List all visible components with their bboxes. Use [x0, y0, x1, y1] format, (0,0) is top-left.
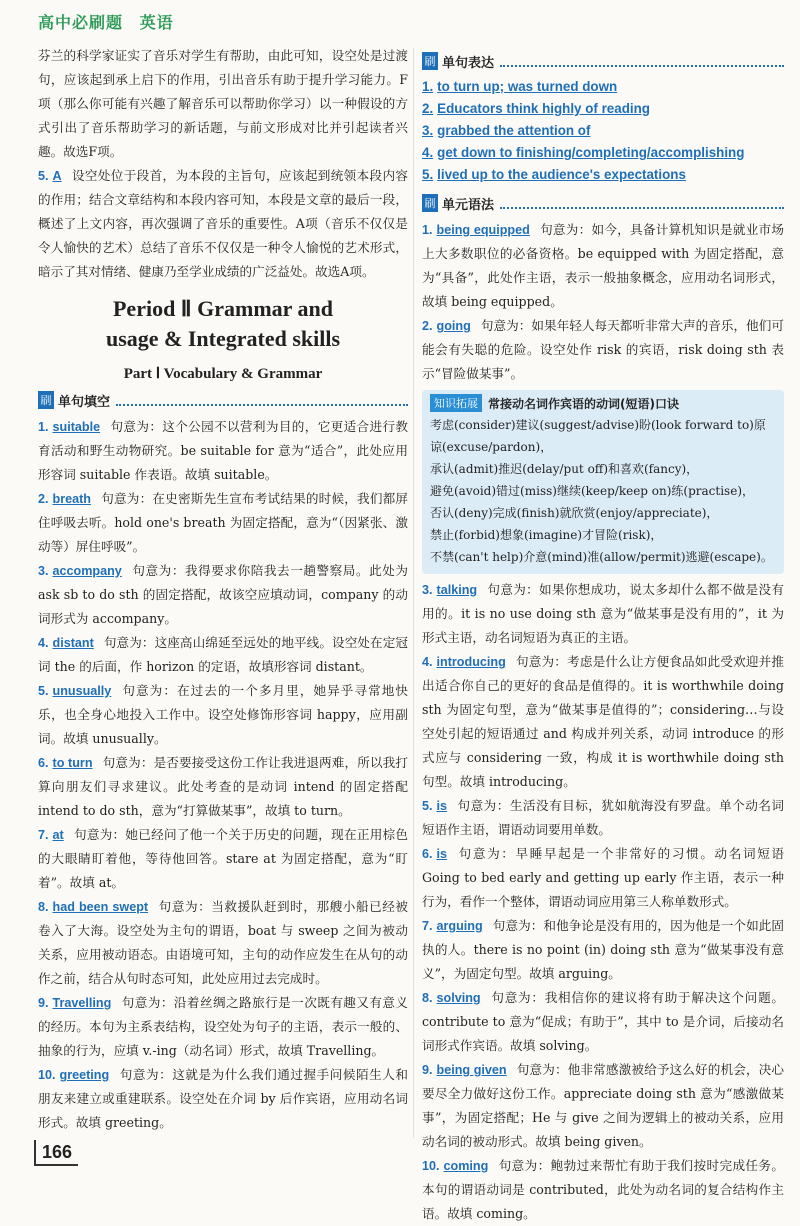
item-number: 1. — [38, 420, 49, 434]
expression-item — [422, 142, 784, 164]
item-number: 6. — [422, 847, 433, 861]
item-explanation: 句意为：我得要求你陪我去一趟警察局。此处为 ask sb to do sth 的固定搭配，故该空应填动词，company 的动词形式为 accompany。 — [38, 563, 408, 626]
item-answer: distant — [52, 636, 94, 650]
expression-item — [422, 98, 784, 120]
item-answer: is — [436, 799, 448, 813]
item-answer: breath — [52, 492, 92, 506]
answer-item — [38, 631, 408, 679]
item-answer: talking — [436, 583, 478, 597]
answer-item — [38, 559, 408, 631]
dotted-rule — [116, 394, 408, 406]
answer-item — [422, 986, 784, 1058]
item-explanation: 句意为：这座高山绵延至远处的地平线。设空处在定冠词 the 的后面，作 horizon 的定语，故填形容词 distant。 — [38, 635, 408, 674]
item-number: 9. — [38, 996, 49, 1010]
item-answer: at — [52, 828, 64, 842]
expression-list — [422, 76, 784, 186]
answer-item — [38, 164, 408, 284]
tip-box — [422, 390, 784, 574]
intro-paragraph: 芬兰的科学家证实了音乐对学生有帮助，由此可知，设空处是过渡句，应该起到承上启下的作用，引出音乐有助于提升学习能力。F项（那么你可能有兴趣了解音乐可以帮助你学习）以一种假设的方式引出了音乐帮助学习的新话题，与前文形成对比并引起读者兴趣。故选F项。 — [38, 48, 408, 159]
item-number: 8. — [422, 991, 433, 1005]
item-number: 10. — [422, 1159, 440, 1173]
page-number: 166 — [34, 1140, 78, 1166]
page-header — [30, 4, 770, 44]
answer-item — [422, 578, 784, 650]
fill-blank-list — [38, 415, 408, 1135]
section-title: 单元语法 — [442, 197, 495, 213]
section-badge-icon: 刷 — [38, 391, 54, 409]
tip-line: 不禁(can't help)介意(mind)准(allow/permit)逃避(escape)。 — [430, 550, 773, 564]
answer-item — [38, 823, 408, 895]
tip-line: 禁止(forbid)想象(imagine)才冒险(risk)， — [430, 528, 663, 542]
item-answer: being given — [436, 1063, 507, 1077]
section-header — [422, 192, 784, 214]
tip-tag: 知识拓展 — [430, 394, 482, 412]
section-title: 单句填空 — [58, 394, 111, 410]
subject-title: 英语 — [139, 13, 174, 32]
item-explanation: 句意为：当救援队赶到时，那艘小船已经被卷入了大海。设空处为主句的谓语，boat 与 sweep 之间为被动关系，应用被动语态。由语境可知，主句的动作应发生在从句的动作之前，结合从句时态可知，此处应用过去完成时。 — [38, 899, 408, 986]
expression-text: Educators think highly of reading — [437, 101, 650, 116]
item-explanation: 句意为：如果年轻人每天都听非常大声的音乐，他们可能会有失聪的危险。设空处作 risk 的宾语，risk doing sth 表示“冒险做某事”。 — [422, 318, 784, 381]
answer-item — [38, 487, 408, 559]
tip-title: 常接动名词作宾语的动词(短语)口诀 — [488, 396, 679, 411]
period-title — [38, 294, 408, 354]
item-explanation: 句意为：这就是为什么我们通过握手问候陌生人和朋友来建立或重建联系。设空处在介词 by 后作宾语，应用动名词形式。故填 greeting。 — [38, 1067, 408, 1130]
item-number: 7. — [38, 828, 49, 842]
dotted-rule — [500, 55, 784, 67]
answer-item — [38, 895, 408, 991]
column-divider — [413, 48, 414, 1138]
item-answer: unusually — [52, 684, 112, 698]
item-answer: accompany — [52, 564, 122, 578]
part-title: Part Ⅰ Vocabulary & Grammar — [123, 366, 323, 382]
tip-header — [430, 394, 776, 412]
answer-item — [422, 314, 784, 386]
item-answer: arguing — [436, 919, 483, 933]
item-answer: to turn — [52, 756, 93, 770]
item-answer: is — [436, 847, 448, 861]
period-title-line-1: Period Ⅱ Grammar and — [112, 296, 333, 321]
period-title-line-2: usage & Integrated skills — [105, 326, 341, 351]
item-explanation: 句意为：在史密斯先生宣布考试结果的时候，我们都屏住呼吸去听。hold one's breath 为固定搭配，意为“（因紧张、激动等）屏住呼吸”。 — [38, 491, 408, 554]
item-answer: greeting — [59, 1068, 110, 1082]
grammar-list — [422, 218, 784, 386]
item-number: 7. — [422, 919, 433, 933]
item-explanation: 设空处位于段首，为本段的主旨句，应该起到统领本段内容的作用；结合文章结构和本段内容可知，本段是文章的最后一段，概述了上文内容，再次强调了音乐的重要性。A项（音乐不仅仅是令人愉快的艺术）总结了音乐不仅仅是一种令人愉悦的艺术形式，暗示了其对情绪、健康乃至学业成绩的广泛益处。故选A项。 — [38, 168, 408, 279]
section-badge-icon: 刷 — [422, 194, 438, 212]
item-number: 8. — [38, 900, 49, 914]
item-number: 4. — [38, 636, 49, 650]
expression-number: 3. — [422, 123, 434, 138]
item-explanation: 句意为：她已经问了他一个关于历史的问题，现在正用棕色的大眼睛盯着他，等待他回答。stare at 为固定搭配，意为“盯着”。故填 at。 — [38, 827, 408, 890]
answer-item — [422, 1154, 784, 1226]
item-explanation: 句意为：鲍勃过来帮忙有助于我们按时完成任务。本句的谓语动词是 contributed，此处为动名词的复合结构作主语。故填 coming。 — [422, 1158, 784, 1221]
item-number: 9. — [422, 1063, 433, 1077]
answer-item — [38, 415, 408, 487]
section-badge-icon: 刷 — [422, 52, 438, 70]
expression-number: 4. — [422, 145, 434, 160]
answer-item — [422, 842, 784, 914]
dotted-rule — [500, 197, 784, 209]
answer-item — [422, 650, 784, 794]
item-explanation: 句意为：他非常感激被给予这么好的机会，决心要尽全力做好这份工作。appreciate doing sth 意为“感激做某事”，为固定搭配；He 与 give 之间为逻辑上的被动关系，应用动名词的被动形式。故填 being given。 — [422, 1062, 785, 1149]
answer-item — [422, 1058, 784, 1154]
item-explanation: 句意为：沿着丝绸之路旅行是一次既有趣又有意义的经历。本句为主系表结构，设空处为句子的主语，表示一般的、抽象的行为，应填 v.-ing（动名词）形式，故填 Travelling。 — [38, 995, 408, 1058]
tip-line: 考虑(consider)建议(suggest/advise)盼(look forward to)原谅(excuse/pardon)， — [430, 418, 766, 454]
answer-item — [38, 991, 408, 1063]
item-number: 6. — [38, 756, 49, 770]
item-explanation: 句意为：如果你想成功，说太多却什么都不做是没有用的。it is no use doing sth 意为“做某事是没有用的”，it 为形式主语，动名词短语为真正的主语。 — [422, 582, 784, 645]
grammar-list — [422, 578, 784, 1226]
item-answer: introducing — [436, 655, 506, 669]
item-explanation: 句意为：这个公园不以营利为目的，它更适合进行教育活动和野生动物研究。be suitable for 意为“适合”，此处应用形容词 suitable 作表语。故填 suitable。 — [38, 419, 408, 482]
expression-number: 1. — [422, 79, 434, 94]
item-number: 3. — [38, 564, 49, 578]
item-number: 5. — [422, 799, 433, 813]
item-number: 5. — [38, 169, 49, 183]
answer-item — [38, 679, 408, 751]
item-explanation: 句意为：是否要接受这份工作让我进退两难，所以我打算向朋友们寻求建议。此处考查的是动词 intend 的固定搭配 intend to do sth，意为“打算做某事”，故填 to turn。 — [38, 755, 409, 818]
expression-text: lived up to the audience's expectations — [437, 167, 686, 182]
item-answer: being equipped — [436, 223, 530, 237]
expression-text: grabbed the attention of — [437, 123, 591, 138]
expression-number: 5. — [422, 167, 434, 182]
answer-item — [422, 218, 784, 314]
item-number: 10. — [38, 1068, 56, 1082]
item-number: 3. — [422, 583, 433, 597]
tip-line: 否认(deny)完成(finish)就欣赏(enjoy/appreciate)， — [430, 506, 719, 520]
expression-text: to turn up; was turned down — [437, 79, 618, 94]
item-explanation: 句意为：如今，具备计算机知识是就业市场上大多数职位的必备资格。be equipped with 为固定搭配，意为“具备”，此处作主语，表示一般抽象概念，应用动名词形式，故填 being equipped。 — [422, 222, 784, 309]
item-explanation: 句意为：早睡早起是一个非常好的习惯。动名词短语 Going to bed early and getting up early 作主语，表示一种行为，看作一个整体，谓语动词应用第三人称单数形式。 — [422, 846, 784, 909]
item-answer: solving — [436, 991, 481, 1005]
right-column — [422, 44, 784, 1226]
item-number: 2. — [38, 492, 49, 506]
item-explanation: 句意为：我相信你的建议将有助于解决这个问题。contribute to 意为“促成；有助于”，其中 to 是介词，后接动名词形式作宾语。故填 solving。 — [422, 990, 784, 1053]
expression-item — [422, 76, 784, 98]
item-explanation: 句意为：和他争论是没有用的，因为他是一个如此固执的人。there is no point (in) doing sth 意为“做某事没有意义”，为固定句型。故填 arguing。 — [422, 918, 784, 981]
item-answer: suitable — [52, 420, 101, 434]
section-title: 单句表达 — [442, 55, 495, 71]
item-explanation: 句意为：生活没有目标，犹如航海没有罗盘。单个动名词短语作主语，谓语动词要用单数。 — [422, 798, 784, 837]
item-answer: going — [436, 319, 471, 333]
answer-item — [38, 751, 408, 823]
item-explanation: 句意为：考虑是什么让方便食品如此受欢迎并推出适合你自己的更好的食品是值得的。it is worthwhile doing sth 为固定句型，意为“做某事是值得的”；considering…与设空处引起的短语通过 and 构成并列关系，动词 introduce 的形式应与 considering 一致，构成 it is worthwhile doing sth 句型。故填 introducing。 — [422, 654, 784, 789]
tip-lines — [430, 414, 776, 568]
item-explanation: 句意为：在过去的一个多月里，她异乎寻常地快乐，也全身心地投入工作中。设空处修饰形容词 happy，应用副词。故填 unusually。 — [38, 683, 408, 746]
item-answer: A — [52, 169, 62, 183]
header-title — [38, 10, 184, 33]
book-title: 高中必刷题 — [38, 13, 124, 32]
tip-line: 避免(avoid)错过(miss)继续(keep/keep on)练(practise)， — [430, 484, 755, 498]
expression-item — [422, 120, 784, 142]
section-header — [422, 50, 784, 72]
answer-item — [422, 794, 784, 842]
item-number: 5. — [38, 684, 49, 698]
item-number: 4. — [422, 655, 433, 669]
answer-item — [38, 1063, 408, 1135]
section-header — [38, 389, 408, 411]
tip-line: 承认(admit)推迟(delay/put off)和喜欢(fancy)， — [430, 462, 699, 476]
item-number: 1. — [422, 223, 433, 237]
expression-text: get down to finishing/completing/accomplishing — [437, 145, 745, 160]
item-answer: had been swept — [52, 900, 149, 914]
item-answer: Travelling — [52, 996, 112, 1010]
answer-item — [422, 914, 784, 986]
left-column — [38, 44, 408, 1135]
expression-item — [422, 164, 784, 186]
expression-number: 2. — [422, 101, 434, 116]
item-answer: coming — [443, 1159, 489, 1173]
item-number: 2. — [422, 319, 433, 333]
